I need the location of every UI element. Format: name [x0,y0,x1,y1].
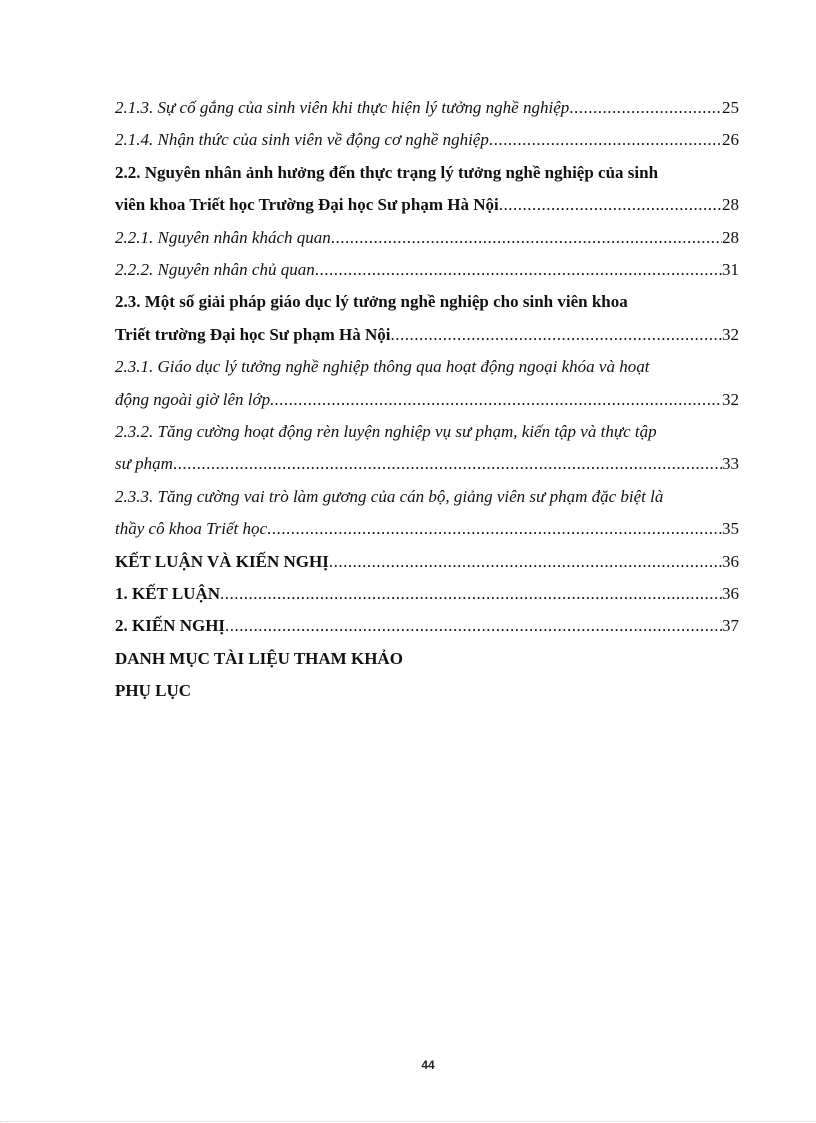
dot-leader [499,189,722,221]
toc-entry-title: sư phạm [115,454,173,474]
toc-entry-row [115,254,739,286]
toc-entry-title: 2. KIẾN NGHỊ [115,616,226,636]
toc-entry-title: 1. KẾT LUẬN [115,583,221,603]
dot-leader [569,92,722,124]
toc-entry-title: PHỤ LỤC [115,681,192,701]
dot-leader [267,513,722,545]
toc-entry-row [115,319,739,351]
toc-entry-row [115,546,739,578]
toc-entry-line: 2.3. Một số giải pháp giáo dục lý tưởng nghề nghiệp cho sinh viên khoa [115,292,628,312]
toc-entry-row [115,610,739,642]
toc-entry-title: 2.2.1. Nguyên nhân khách quan [115,227,331,247]
toc-entry[interactable] [115,222,739,254]
toc-page-number: 36 [722,583,739,603]
page-edge-divider [0,1121,816,1122]
page-number: 44 [421,1058,435,1072]
toc-page-number: 32 [722,389,739,409]
toc-entry[interactable] [115,351,739,416]
toc-page-number: 32 [722,324,739,344]
toc-entry-row [115,222,739,254]
toc-entry[interactable] [115,675,739,707]
dot-leader [489,124,722,156]
toc-entry-title: 2.1.3. Sự cố gắng của sinh viên khi thực hiện lý tưởng nghề nghiệp [115,98,570,117]
dot-leader [315,254,722,286]
toc-entry-row [115,675,739,707]
toc-entry-title: thầy cô khoa Triết học [115,519,268,539]
dot-leader [225,610,722,642]
toc-page-number: 25 [722,98,739,117]
toc-entry-line: 2.3.2. Tăng cường hoạt động rèn luyện nghiệp vụ sư phạm, kiến tập và thực tập [115,421,657,441]
toc-entry-row [115,189,739,221]
dot-leader [329,546,722,578]
toc-entry-title: 2.2.2. Nguyên nhân chủ quan [115,259,315,279]
toc-entry[interactable] [115,92,739,124]
toc-entry-row [115,124,739,156]
toc-entry-row [115,92,739,124]
toc-entry-row [115,384,739,416]
toc-entry-row [115,578,739,610]
toc-entry-line: 2.2. Nguyên nhân ảnh hưởng đến thực trạng lý tưởng nghề nghiệp của sinh [115,162,659,182]
toc-entry-title: viên khoa Triết học Trường Đại học Sư phạm Hà Nội [115,195,499,215]
toc-page-number: 31 [722,259,739,279]
toc-entry-line: 2.3.3. Tăng cường vai trò làm gương của cán bộ, giảng viên sư phạm đặc biệt là [115,486,664,506]
toc-entry-title: 2.1.4. Nhận thức của sinh viên về động cơ nghề nghiệp [115,130,489,150]
toc-entry-line: 2.3.1. Giáo dục lý tưởng nghề nghiệp thông qua hoạt động ngoại khóa và hoạt [115,357,650,377]
toc-entry[interactable] [115,254,739,286]
dot-leader [331,222,722,254]
toc-entry[interactable] [115,610,739,642]
toc-entry[interactable] [115,124,739,156]
toc-entry[interactable] [115,157,739,222]
toc-entry[interactable] [115,643,739,675]
toc-page-number: 35 [722,519,739,539]
toc-entry-title: động ngoài giờ lên lớp. [115,389,275,409]
toc-entry-title: Triết trường Đại học Sư phạm Hà Nội [115,324,391,344]
toc-entry[interactable] [115,546,739,578]
toc-entry-row [115,448,739,480]
dot-leader [173,448,722,480]
toc-page-number: 33 [722,454,739,474]
toc-entry-title: DANH MỤC TÀI LIỆU THAM KHẢO [115,648,403,668]
toc-page-number: 37 [722,616,739,636]
toc-entry[interactable] [115,578,739,610]
toc-entry-row [115,643,739,675]
dot-leader [274,384,722,416]
toc-entry-row [115,513,739,545]
table-of-contents [115,92,739,708]
toc-entry[interactable] [115,286,739,351]
toc-page-number: 26 [722,130,739,150]
dot-leader [391,319,722,351]
toc-page-number: 28 [722,195,739,215]
toc-page-number: 36 [722,551,739,571]
toc-entry[interactable] [115,481,739,546]
toc-entry[interactable] [115,416,739,481]
toc-entry-title: KẾT LUẬN VÀ KIẾN NGHỊ [115,551,329,571]
toc-page-number: 28 [722,227,739,247]
dot-leader [220,578,722,610]
